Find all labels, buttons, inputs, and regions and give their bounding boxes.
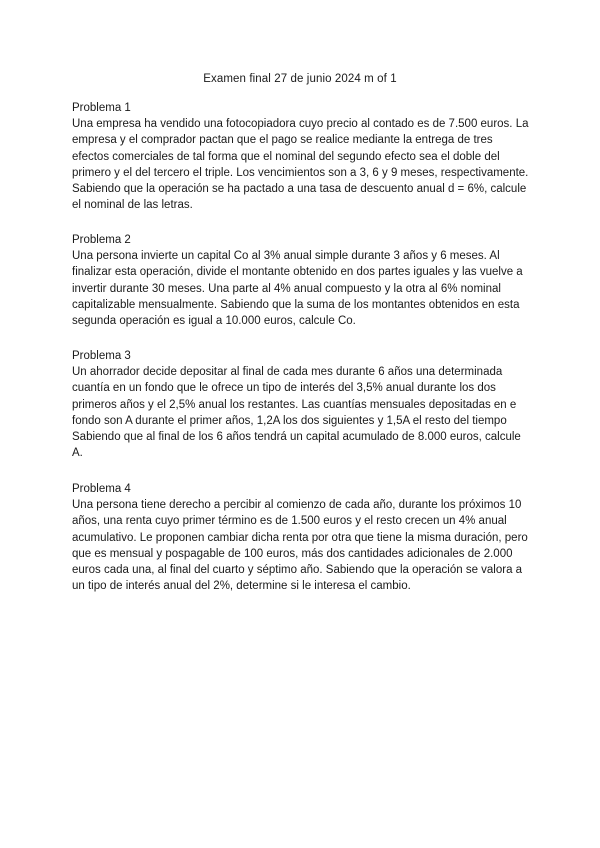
problem-paragraph: Un ahorrador decide depositar al final de cada mes durante 6 años una determinada cuantía en un fondo que le ofrece un tipo de interés del 3,5% anual durante los dos primeros años y el 2,5% anual los restantes. Las cuantías mensuales depositadas en e fondo son A durante el primer años, 1,2A los dos siguientes y 1,5A el resto del tiempo (72, 366, 517, 427)
problem-paragraph: Una persona tiene derecho a percibir al comienzo de cada año, durante los próximos 10 años, una renta cuyo primer término es de 1.500 euros y el resto crecen un 4% anual acumulativo. Le proponen cambiar dicha renta por otra que tiene la misma duración, pero que es mensual y pospagable de 100 euros, más dos cantidades adicionales de 2.000 euros cada una, al final del cuarto y séptimo año. Sabiendo que la operación se valora a un tipo de interés anual del 2%, determine si le interesa el cambio. (72, 499, 528, 593)
problem-body (72, 116, 532, 213)
problem-1 (72, 100, 532, 213)
problem-3 (72, 348, 532, 461)
problem-paragraph: Una empresa ha vendido una fotocopiadora cuyo precio al contado es de 7.500 euros. La empresa y el comprador pactan que el pago se realice mediante la entrega de tres efectos comerciales de tal forma que el nominal del segundo efecto sea el doble del primero y el del tercero el triple. Los vencimientos son a 3, 6 y 9 meses, respectivamente. Sabiendo que la operación se ha pactado a una tasa de descuento anual d = 6%, calcule el nominal de las letras. (72, 118, 529, 212)
problem-4 (72, 481, 532, 594)
document-title: Examen final 27 de junio 2024 m of 1 (203, 73, 397, 85)
problem-heading: Problema 4 (72, 483, 131, 495)
problem-2 (72, 232, 532, 329)
problem-heading: Problema 2 (72, 234, 131, 246)
problem-body (72, 364, 532, 461)
problem-paragraph: Una persona invierte un capital Co al 3% anual simple durante 3 años y 6 meses. Al finalizar esta operación, divide el montante obtenido en dos partes iguales y las vuelve a invertir durante 30 meses. Una parte al 4% anual compuesto y la otra al 6% nominal capitalizable mensualmente. Sabiendo que la suma de los montantes obtenidos en esta segunda operación es igual a 10.000 euros, calcule Co. (72, 250, 523, 328)
problem-heading: Problema 3 (72, 350, 131, 362)
problem-body (72, 248, 532, 329)
problem-heading: Problema 1 (72, 102, 131, 114)
problem-paragraph: Sabiendo que al final de los 6 años tendrá un capital acumulado de 8.000 euros, calcule A. (72, 431, 521, 460)
problem-body (72, 497, 532, 594)
